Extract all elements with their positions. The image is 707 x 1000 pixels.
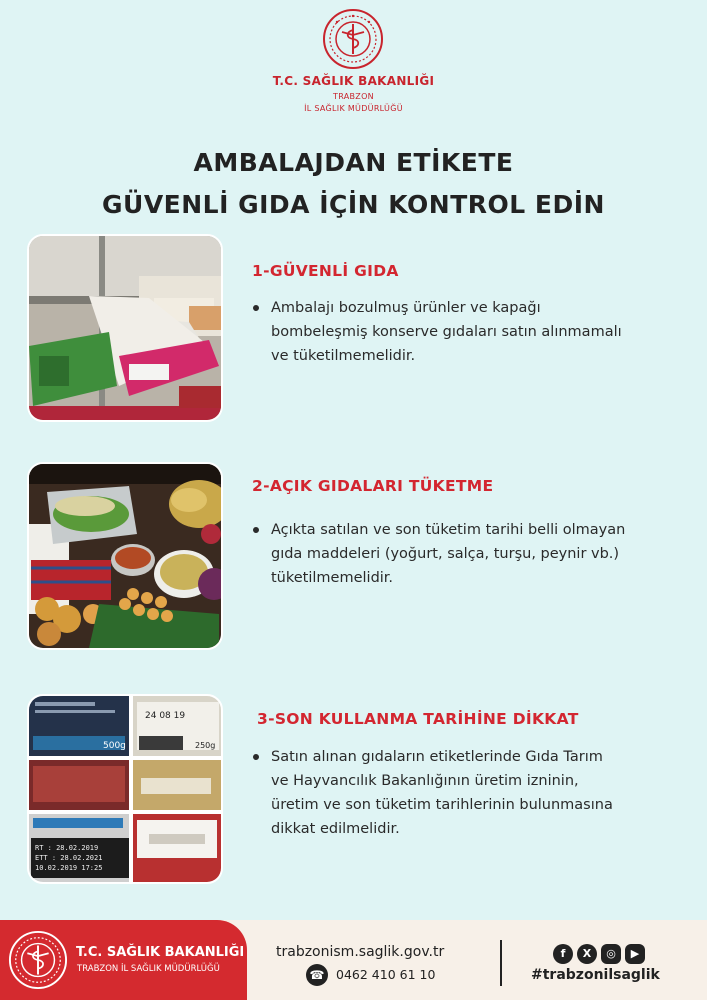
bullet-dot [253, 754, 259, 760]
bullet-line: üretim ve son tüketim tarihlerinin bulunmasına [271, 797, 613, 813]
label-weight-2: 250g [195, 741, 216, 750]
bullet-line: ve tüketilmemelidir. [271, 348, 416, 364]
section2-heading: 2-AÇIK GIDALARI TÜKETME [252, 477, 494, 495]
footer-org-sub: TRABZON İL SAĞLIK MÜDÜRLÜĞÜ [77, 964, 220, 974]
ministry-seal-icon [8, 930, 68, 990]
youtube-icon[interactable]: ▶ [625, 944, 645, 964]
bullet-line: Açıkta satılan ve son tüketim tarihi belli olmayan [271, 522, 626, 538]
bullet-line: Satın alınan gıdaların etiketlerinde Gıda Tarım [271, 749, 603, 765]
section2-bullet [253, 518, 625, 590]
page-title-line2: GÜVENLİ GIDA İÇİN KONTROL EDİN [102, 190, 605, 219]
section1-heading: 1-GÜVENLİ GIDA [252, 262, 399, 280]
label-weight-1: 500g [103, 741, 126, 751]
header-org-name: T.C. SAĞLIK BAKANLIĞI [272, 74, 435, 88]
phone-icon: ☎ [306, 964, 328, 986]
footer-divider [500, 940, 502, 986]
bullet-dot [253, 527, 259, 533]
bullet-line: ve Hayvancılık Bakanlığının üretim izninin, [271, 773, 579, 789]
packaged-food-photo [27, 234, 223, 422]
section3-heading: 3-SON KULLANMA TARİHİNE DİKKAT [257, 710, 579, 728]
label-lot-1: RT : 28.02.2019 [35, 844, 99, 852]
bullet-line: dikkat edilmelidir. [271, 821, 400, 837]
label-date-1: 24 08 19 [145, 711, 186, 721]
footer-hashtag[interactable]: #trabzonilsaglik [531, 967, 660, 983]
header-org-city: TRABZON [333, 92, 374, 101]
bullet-line: Ambalajı bozulmuş ürünler ve kapağı [271, 300, 541, 316]
bullet-line: gıda maddeleri (yoğurt, salça, turşu, peynir vb.) [271, 546, 620, 562]
footer-org-name: T.C. SAĞLIK BAKANLIĞI [76, 945, 245, 960]
section1-bullet [253, 296, 622, 368]
bullet-dot [253, 305, 259, 311]
section3-bullet [253, 745, 613, 841]
bullet-line: bombeleşmiş konserve gıdaları satın alınmamalı [271, 324, 622, 340]
footer-phone[interactable]: 0462 410 61 10 [336, 967, 436, 982]
bullet-line: tüketilmemelidir. [271, 570, 394, 586]
expiry-labels-photo [27, 694, 223, 884]
x-icon[interactable]: X [577, 944, 597, 964]
label-lot-3: 10.02.2019 17:25 [35, 864, 103, 872]
instagram-icon[interactable]: ◎ [601, 944, 621, 964]
ministry-seal-icon [322, 8, 384, 70]
open-food-stall-photo [27, 462, 223, 650]
facebook-icon[interactable]: f [553, 944, 573, 964]
header-org-dept: İL SAĞLIK MÜDÜRLÜĞÜ [304, 104, 403, 113]
footer-website-link[interactable]: trabzonism.saglik.gov.tr [276, 944, 445, 960]
label-lot-2: ETT : 28.02.2021 [35, 854, 103, 862]
page-title-line1: AMBALAJDAN ETİKETE [193, 148, 514, 177]
